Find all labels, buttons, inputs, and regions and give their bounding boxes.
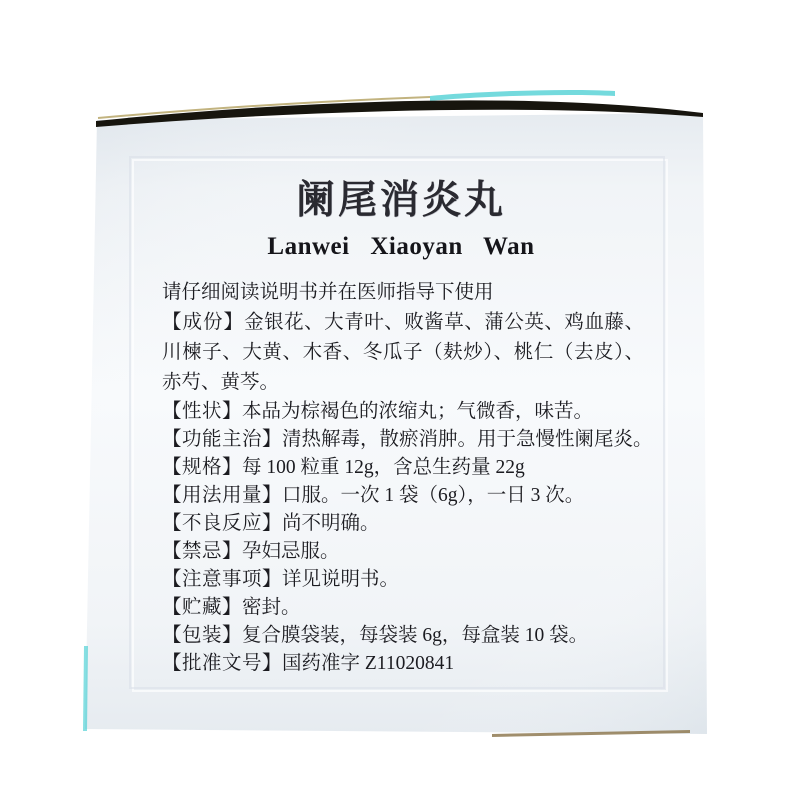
section-text: 复合膜袋装，每袋装 6g，每盒装 10 袋。 bbox=[242, 625, 589, 646]
section-label: 【性状】 bbox=[162, 401, 243, 422]
section-text: 孕妇忌服。 bbox=[242, 541, 340, 562]
spec-row-ingredients bbox=[162, 308, 644, 398]
drug-info bbox=[162, 278, 653, 678]
product-title: 阑尾消炎丸 bbox=[295, 179, 506, 222]
spec-row-dosage bbox=[162, 482, 644, 510]
spec-row-precautions bbox=[162, 566, 644, 594]
section-label: 【成份】 bbox=[162, 312, 245, 333]
spec-row-approval-number bbox=[162, 650, 644, 678]
spec-row-contraindications bbox=[162, 538, 644, 566]
section-label: 【用法用量】 bbox=[162, 485, 283, 506]
label-panel bbox=[96, 113, 706, 738]
product-pinyin: Lanwei Xiaoyan Wan bbox=[267, 233, 535, 260]
section-text: 清热解毒，散瘀消肿。用于急慢性阑尾炎。 bbox=[282, 429, 653, 450]
section-text: 密封。 bbox=[242, 597, 301, 618]
section-text: 本品为棕褐色的浓缩丸；气微香，味苦。 bbox=[242, 401, 594, 422]
spec-row-adverse-reactions bbox=[162, 510, 644, 538]
section-text: 每 100 粒重 12g，含总生药量 22g bbox=[242, 457, 525, 478]
section-label: 【规格】 bbox=[162, 457, 243, 478]
usage-notice: 请仔细阅读说明书并在医师指导下使用 bbox=[162, 282, 494, 303]
section-text: 详见说明书。 bbox=[282, 569, 400, 590]
lid-cyan-edge bbox=[430, 90, 615, 101]
spec-row-storage bbox=[162, 594, 644, 622]
spec-row-specification bbox=[162, 454, 644, 482]
section-label: 【贮藏】 bbox=[162, 597, 243, 618]
section-label: 【禁忌】 bbox=[162, 541, 243, 562]
section-label: 【不良反应】 bbox=[162, 513, 283, 534]
section-text: 口服。一次 1 袋（6g），一日 3 次。 bbox=[282, 485, 585, 506]
section-label: 【功能主治】 bbox=[162, 429, 283, 450]
section-text: 国药准字 Z11020841 bbox=[282, 653, 455, 674]
section-label: 【批准文号】 bbox=[162, 653, 283, 674]
spec-row-packaging bbox=[162, 622, 644, 650]
spec-row-functions bbox=[162, 426, 653, 454]
section-text: 尚不明确。 bbox=[282, 513, 380, 534]
section-label: 【注意事项】 bbox=[162, 569, 283, 590]
spec-row-description bbox=[162, 398, 644, 426]
section-label: 【包装】 bbox=[162, 625, 243, 646]
section-text: 金银花、大青叶、败酱草、蒲公英、鸡血藤、川楝子、大黄、木香、冬瓜子（麸炒）、桃仁（去皮）、 赤芍、黄芩。 bbox=[162, 312, 644, 393]
